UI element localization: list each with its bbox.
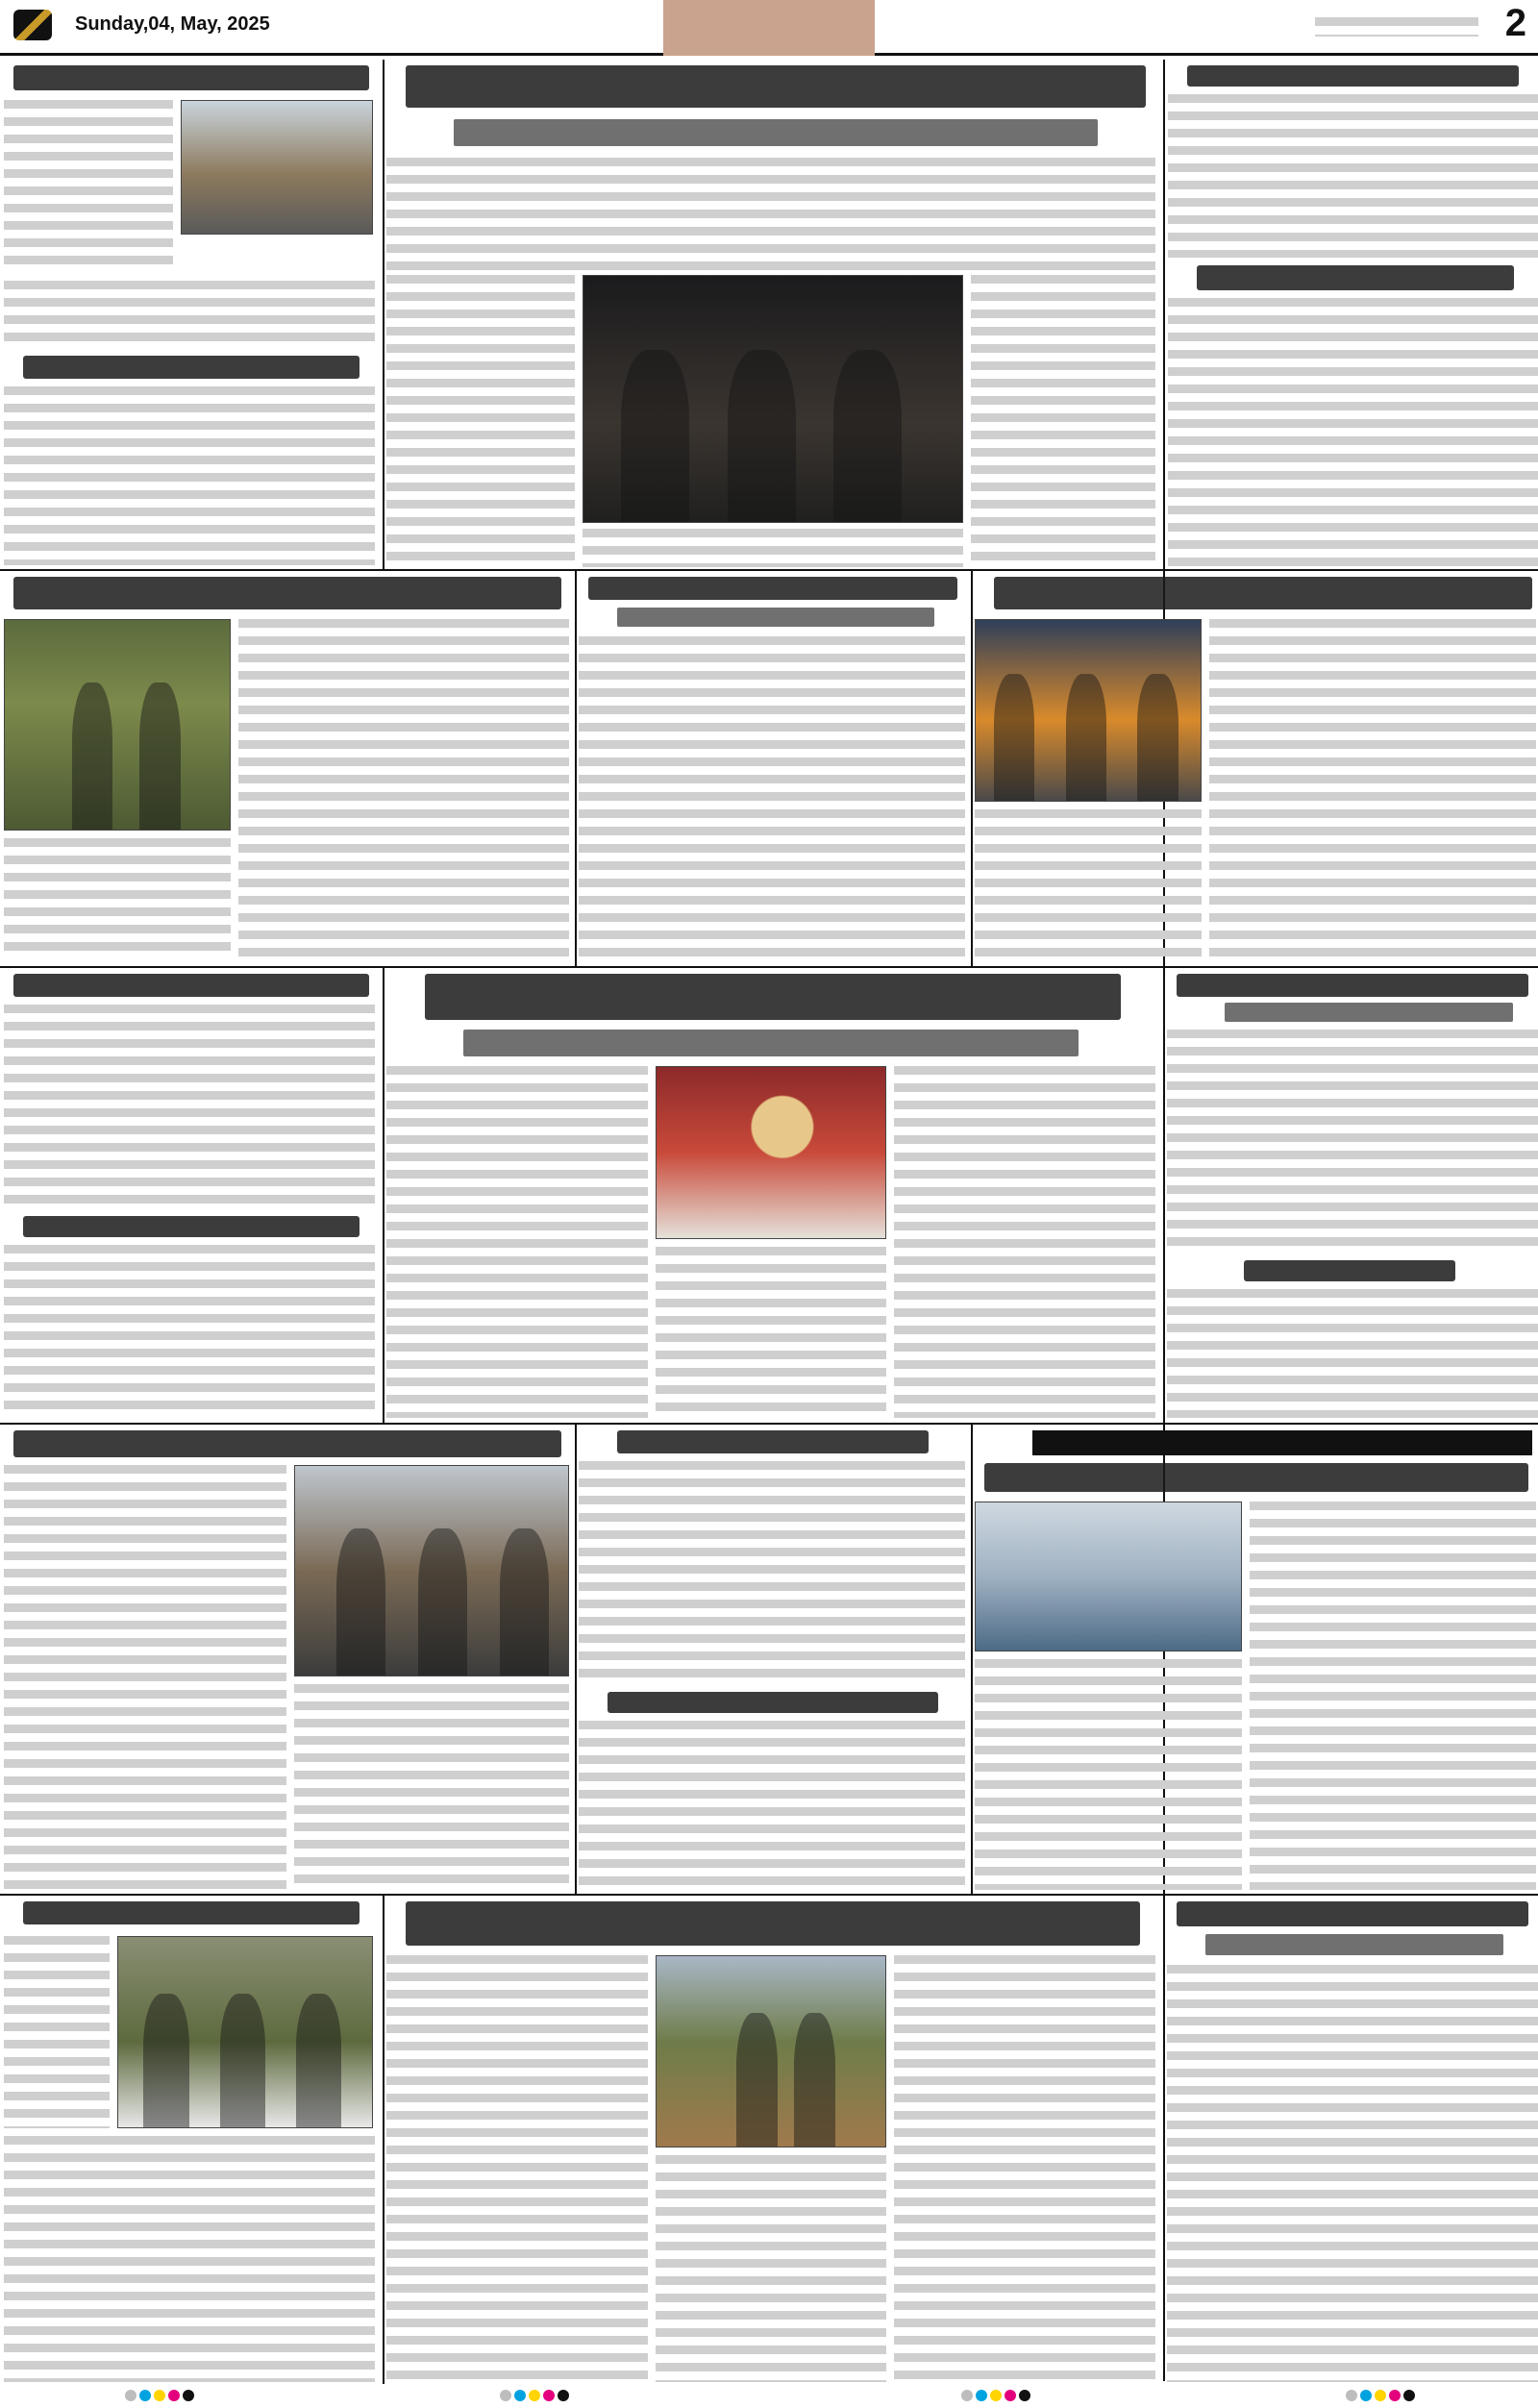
article-headline <box>425 974 1121 1020</box>
registration-dot <box>1019 2390 1030 2401</box>
article-body <box>1167 1030 1538 1253</box>
article-row3-center <box>386 970 1159 1420</box>
article-subheadline <box>463 1030 1079 1056</box>
article-subheadline <box>617 608 934 627</box>
section-rule-3 <box>0 1423 1538 1425</box>
article-subheadline <box>1225 1003 1513 1022</box>
article-photo <box>975 619 1202 802</box>
print-registration-marks <box>0 2386 1538 2407</box>
registration-dot <box>125 2390 136 2401</box>
article-headline <box>23 1901 360 1924</box>
article-headline <box>1244 1260 1455 1281</box>
registration-dot <box>990 2390 1002 2401</box>
article-body <box>4 1465 286 1890</box>
registration-mark <box>961 2390 1030 2403</box>
column-rule-left-top <box>383 60 384 569</box>
registration-dot <box>558 2390 569 2401</box>
article-body <box>894 1066 1155 1418</box>
article-photo <box>4 619 231 831</box>
article-headline <box>994 577 1532 609</box>
article-headline <box>608 1692 938 1713</box>
article-body <box>1167 1289 1538 1418</box>
article-left-top <box>4 62 379 569</box>
registration-dot <box>529 2390 540 2401</box>
article-row2-center <box>579 573 967 963</box>
article-row3-left <box>4 970 379 1420</box>
english-date: Sunday,04, May, 2025 <box>75 13 270 35</box>
article-photo <box>294 1465 569 1676</box>
article-body <box>4 2136 375 2382</box>
registration-mark <box>1346 2390 1415 2403</box>
registration-dot <box>139 2390 151 2401</box>
article-headline <box>1177 1901 1528 1926</box>
registration-dot <box>168 2390 180 2401</box>
article-row2-right <box>975 573 1538 963</box>
registration-dot <box>1346 2390 1357 2401</box>
article-body <box>1209 619 1536 959</box>
section-label-box <box>663 0 875 56</box>
article-right-top <box>1168 62 1538 569</box>
article-body <box>4 100 173 273</box>
article-body <box>579 1461 965 1684</box>
article-photo <box>181 100 373 235</box>
column-rule-row4-b <box>971 1423 973 1894</box>
article-photo <box>656 1066 886 1239</box>
article-body <box>4 281 375 348</box>
masthead <box>0 0 1538 56</box>
section-rule-2 <box>0 966 1538 968</box>
article-subheadline <box>1205 1934 1503 1955</box>
column-rule-row3 <box>383 966 384 1423</box>
article-body <box>4 1936 110 2128</box>
registration-dot <box>514 2390 526 2401</box>
article-body <box>386 1955 648 2382</box>
article-body <box>579 636 965 959</box>
lead-subheadline <box>454 119 1098 146</box>
article-headline <box>406 1901 1140 1946</box>
article-headline <box>1197 265 1514 290</box>
article-headline <box>588 577 957 600</box>
column-rule-row4-a <box>575 1423 577 1894</box>
registration-dot <box>500 2390 511 2401</box>
article-headline <box>13 974 369 997</box>
article-row4-center <box>579 1427 967 1892</box>
article-body <box>1167 1965 1538 2382</box>
article-headline <box>23 356 360 379</box>
article-row5-left <box>4 1898 379 2384</box>
urdu-date-text <box>1315 17 1478 37</box>
page-number: 2 <box>1504 2 1526 44</box>
article-headline <box>1177 974 1528 997</box>
article-row4-left <box>4 1427 571 1892</box>
registration-dot <box>1403 2390 1415 2401</box>
registration-dot <box>183 2390 194 2401</box>
article-body <box>238 619 569 959</box>
article-photo <box>117 1936 373 2128</box>
article-body <box>4 838 231 959</box>
registration-mark <box>125 2390 194 2403</box>
article-body <box>975 809 1202 959</box>
lead-body-col <box>386 275 575 563</box>
registration-dot <box>543 2390 555 2401</box>
registration-dot <box>1360 2390 1372 2401</box>
article-row5-right <box>1167 1898 1538 2384</box>
article-body <box>294 1684 569 1890</box>
article-body <box>894 1955 1155 2382</box>
lead-story <box>386 62 1159 569</box>
article-body <box>656 1247 886 1418</box>
column-rule-row5 <box>383 1894 384 2384</box>
registration-dot <box>976 2390 987 2401</box>
newspaper-logo <box>13 6 56 44</box>
column-rule-row2-a <box>575 569 577 966</box>
column-rule-row2-b <box>971 569 973 966</box>
article-headline <box>1187 65 1519 87</box>
registration-dot <box>961 2390 973 2401</box>
article-body <box>1250 1502 1536 1890</box>
section-rule-1 <box>0 569 1538 571</box>
article-body <box>656 2155 886 2382</box>
article-body <box>579 1721 965 1890</box>
registration-dot <box>1375 2390 1386 2401</box>
registration-dot <box>1005 2390 1016 2401</box>
article-photo <box>975 1502 1242 1651</box>
article-headline <box>617 1430 929 1453</box>
registration-dot <box>1389 2390 1401 2401</box>
article-headline <box>13 577 561 609</box>
article-row3-right <box>1167 970 1538 1420</box>
article-kicker-banner <box>1032 1430 1532 1455</box>
lead-photo-caption <box>583 529 963 567</box>
article-photo <box>656 1955 886 2147</box>
article-row4-right <box>975 1427 1538 1892</box>
article-row2-left <box>4 573 571 963</box>
article-body <box>386 1066 648 1418</box>
lead-body-col <box>971 275 1155 563</box>
column-rule-right <box>1163 60 1165 2381</box>
article-body <box>4 1245 375 1418</box>
article-headline <box>13 1430 561 1457</box>
article-body <box>4 386 375 565</box>
lead-body-top <box>386 158 1155 273</box>
article-body <box>1168 298 1538 567</box>
registration-dot <box>154 2390 165 2401</box>
article-headline <box>984 1463 1528 1492</box>
section-rule-4 <box>0 1894 1538 1896</box>
article-headline <box>23 1216 360 1237</box>
article-headline <box>13 65 369 90</box>
article-body <box>4 1005 375 1208</box>
article-body <box>975 1659 1242 1890</box>
lead-headline <box>406 65 1146 108</box>
article-body <box>1168 94 1538 258</box>
lead-photo <box>583 275 963 523</box>
registration-mark <box>500 2390 569 2403</box>
article-row5-center <box>386 1898 1159 2384</box>
